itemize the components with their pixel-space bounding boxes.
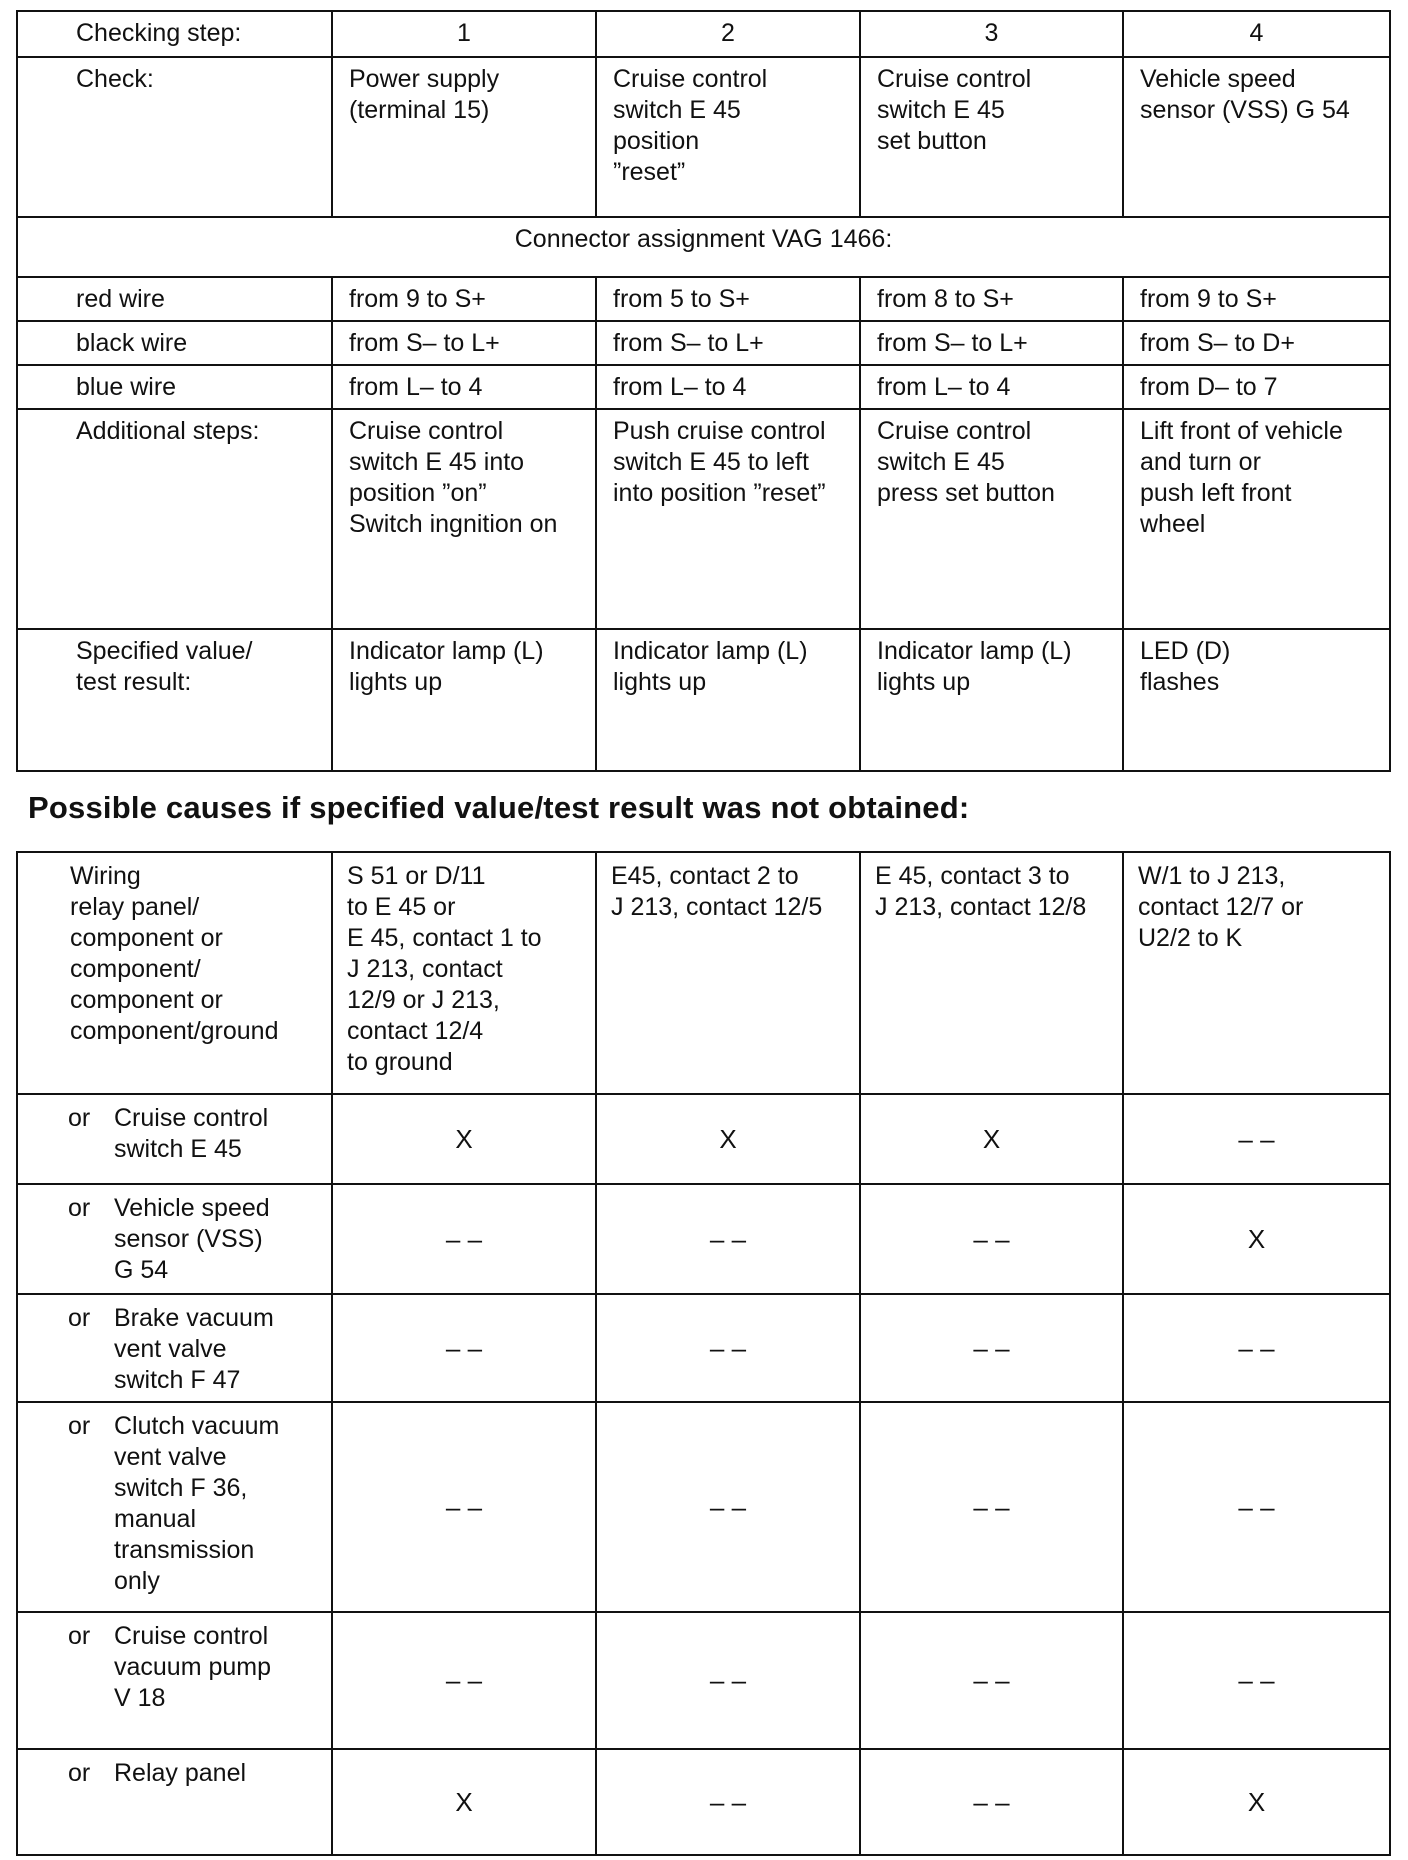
wiring-cell: S 51 or D/11 to E 45 or E 45, contact 1 to J 213, contact 12/9 or J 213, contact 12/4 to ground: [332, 852, 596, 1094]
cause-label-cell: [17, 1184, 332, 1294]
or-label: or: [68, 1104, 91, 1132]
checking-step-label: Checking step:: [17, 11, 332, 57]
wire-cell: from S– to L+: [596, 321, 860, 365]
cause-mark: X: [332, 1094, 596, 1184]
additional-steps-cell: Lift front of vehicle and turn or push left front wheel: [1123, 409, 1390, 629]
additional-steps-cell: Push cruise control switch E 45 to left into position ”reset”: [596, 409, 860, 629]
cause-mark: – –: [332, 1402, 596, 1612]
wire-label: red wire: [17, 277, 332, 321]
cause-mark: X: [332, 1749, 596, 1855]
or-label: or: [68, 1412, 91, 1440]
specified-value-label: Specified value/ test result:: [17, 629, 332, 771]
or-label: or: [68, 1759, 91, 1787]
wiring-cell: E 45, contact 3 to J 213, contact 12/8: [860, 852, 1123, 1094]
check-cell: Power supply (terminal 15): [332, 57, 596, 217]
cause-mark: X: [1123, 1749, 1390, 1855]
cause-mark: – –: [860, 1294, 1123, 1402]
cause-mark: – –: [1123, 1402, 1390, 1612]
cause-mark: – –: [1123, 1294, 1390, 1402]
cause-mark: – –: [860, 1749, 1123, 1855]
wiring-row: [17, 852, 1390, 1094]
cause-mark: – –: [596, 1749, 860, 1855]
wire-cell: from 9 to S+: [332, 277, 596, 321]
or-label: or: [68, 1194, 91, 1222]
cause-label-cell: [17, 1612, 332, 1749]
check-label: Check:: [17, 57, 332, 217]
additional-steps-label: Additional steps:: [17, 409, 332, 629]
component-name: Cruise control switch E 45: [114, 1104, 269, 1163]
cause-mark: – –: [1123, 1612, 1390, 1749]
or-label: or: [68, 1304, 91, 1332]
wire-cell: from L– to 4: [596, 365, 860, 409]
cause-label-cell: [17, 1749, 332, 1855]
cause-row: [17, 1094, 1390, 1184]
wiring-cell: E45, contact 2 to J 213, contact 12/5: [596, 852, 860, 1094]
specified-value-cell: LED (D) flashes: [1123, 629, 1390, 771]
cause-row: [17, 1612, 1390, 1749]
cause-mark: – –: [596, 1402, 860, 1612]
cause-row: [17, 1294, 1390, 1402]
check-cell: Vehicle speed sensor (VSS) G 54: [1123, 57, 1390, 217]
component-name: Cruise control vacuum pump V 18: [114, 1622, 272, 1712]
component-name: Brake vacuum vent valve switch F 47: [114, 1304, 274, 1394]
possible-causes-heading: Possible causes if specified value/test result was not obtained:: [28, 790, 970, 825]
possible-causes-table: [16, 851, 1391, 1856]
cause-label-cell: [17, 1294, 332, 1402]
cause-row: [17, 1184, 1390, 1294]
check-cell: Cruise control switch E 45 position ”reset”: [596, 57, 860, 217]
additional-steps-cell: Cruise control switch E 45 press set button: [860, 409, 1123, 629]
wiring-cell: W/1 to J 213, contact 12/7 or U2/2 to K: [1123, 852, 1390, 1094]
wiring-label: Wiring relay panel/ component or component/ component or component/ground: [17, 852, 332, 1094]
wire-cell: from L– to 4: [332, 365, 596, 409]
component-name: Vehicle speed sensor (VSS) G 54: [114, 1194, 270, 1284]
cause-mark: – –: [860, 1402, 1123, 1612]
cause-row: [17, 1749, 1390, 1855]
specified-value-cell: Indicator lamp (L) lights up: [332, 629, 596, 771]
cause-mark: – –: [860, 1612, 1123, 1749]
cause-mark: – –: [860, 1184, 1123, 1294]
cause-mark: – –: [332, 1612, 596, 1749]
specified-value-row: [17, 629, 1390, 771]
wire-label: blue wire: [17, 365, 332, 409]
checking-step-row: [17, 11, 1390, 57]
additional-steps-cell: Cruise control switch E 45 into position ”on” Switch ingnition on: [332, 409, 596, 629]
wire-cell: from 5 to S+: [596, 277, 860, 321]
wire-cell: from 8 to S+: [860, 277, 1123, 321]
check-row: [17, 57, 1390, 217]
cause-mark: X: [1123, 1184, 1390, 1294]
cause-mark: – –: [332, 1294, 596, 1402]
component-name: Relay panel: [114, 1759, 247, 1787]
connector-assignment-row: [17, 217, 1390, 277]
wire-row: [17, 321, 1390, 365]
cause-mark: – –: [332, 1184, 596, 1294]
cause-label-cell: [17, 1402, 332, 1612]
specified-value-cell: Indicator lamp (L) lights up: [596, 629, 860, 771]
cause-label-cell: [17, 1094, 332, 1184]
wire-cell: from S– to L+: [332, 321, 596, 365]
wire-row: [17, 365, 1390, 409]
cause-mark: – –: [596, 1294, 860, 1402]
step-number: 2: [596, 11, 860, 57]
component-name: Clutch vacuum vent valve switch F 36, manual transmission only: [114, 1412, 280, 1595]
wire-cell: from L– to 4: [860, 365, 1123, 409]
cause-mark: X: [860, 1094, 1123, 1184]
step-number: 3: [860, 11, 1123, 57]
cause-row: [17, 1402, 1390, 1612]
wire-cell: from S– to D+: [1123, 321, 1390, 365]
cause-mark: – –: [596, 1612, 860, 1749]
cause-mark: – –: [596, 1184, 860, 1294]
connector-assignment-label: Connector assignment VAG 1466:: [17, 217, 1390, 277]
cause-mark: – –: [1123, 1094, 1390, 1184]
wire-cell: from S– to L+: [860, 321, 1123, 365]
wire-label: black wire: [17, 321, 332, 365]
cause-mark: X: [596, 1094, 860, 1184]
additional-steps-row: [17, 409, 1390, 629]
or-label: or: [68, 1622, 91, 1650]
wire-cell: from 9 to S+: [1123, 277, 1390, 321]
step-number: 4: [1123, 11, 1390, 57]
wire-row: [17, 277, 1390, 321]
checking-steps-table: [16, 10, 1391, 772]
check-cell: Cruise control switch E 45 set button: [860, 57, 1123, 217]
wire-cell: from D– to 7: [1123, 365, 1390, 409]
specified-value-cell: Indicator lamp (L) lights up: [860, 629, 1123, 771]
step-number: 1: [332, 11, 596, 57]
